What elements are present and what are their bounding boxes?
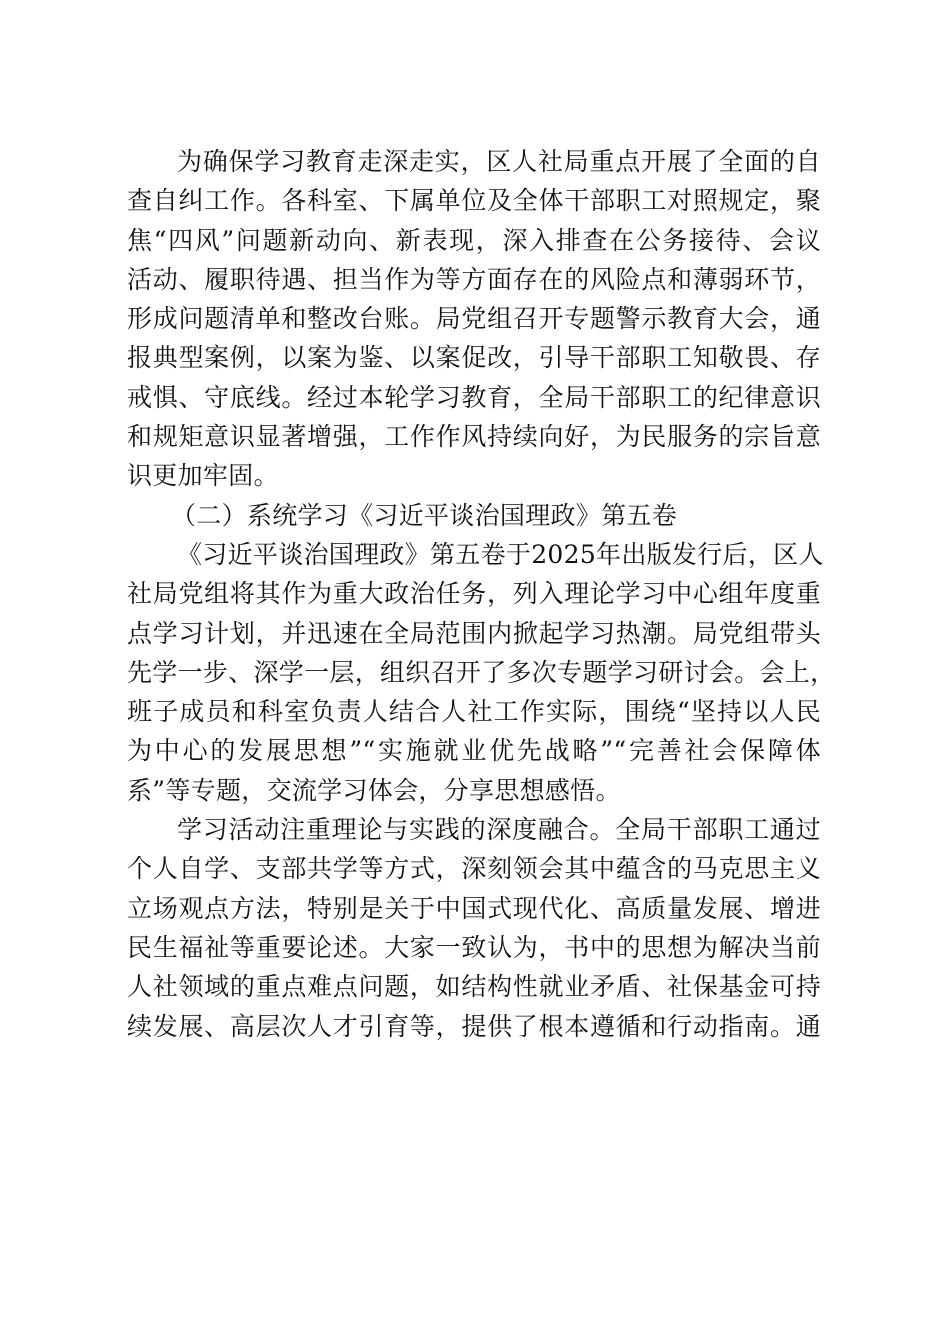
paragraph-2-line-2: 社局党组将其作为重大政治任务，列入理论学习中心组年度重: [127, 579, 821, 609]
paragraph-2-line-3: 点学习计划，并迅速在全局范围内掀起学习热潮。局党组带头: [127, 618, 821, 648]
paragraph-2-line-7: 系”等专题，交流学习体会，分享思想感悟。: [127, 775, 621, 805]
paragraph-3-line-1: 学习活动注重理论与实践的深度融合。全局干部职工通过: [177, 815, 821, 845]
paragraph-1-line-9: 识更加牢固。: [127, 461, 279, 491]
paragraph-3-line-4: 民生福祉等重要论述。大家一致认为，书中的思想为解决当前: [127, 932, 821, 962]
paragraph-2-line-6: 为中心的发展思想”“实施就业优先战略”“完善社会保障体: [127, 736, 821, 766]
paragraph-1-line-4: 活动、履职待遇、担当作为等方面存在的风险点和薄弱环节，: [127, 264, 821, 294]
paragraph-3-line-2: 个人自学、支部共学等方式，深刻领会其中蕴含的马克思主义: [127, 854, 821, 884]
paragraph-1-line-1: 为确保学习教育走深走实，区人社局重点开展了全面的自: [177, 147, 821, 176]
paragraph-1-line-3: 焦“四风”问题新动向、新表现，深入排查在公务接待、会议: [127, 225, 821, 255]
paragraph-2-line-5: 班子成员和科室负责人结合人社工作实际，围绕“坚持以人民: [127, 697, 821, 727]
paragraph-3-line-3: 立场观点方法，特别是关于中国式现代化、高质量发展、增进: [127, 893, 821, 923]
paragraph-1-line-8: 和规矩意识显著增强，工作作风持续向好，为民服务的宗旨意: [127, 422, 821, 452]
paragraph-2-line-1: 《习近平谈治国理政》第五卷于2025年出版发行后，区人: [177, 539, 824, 569]
section-heading: （二）系统学习《习近平谈治国理政》第五卷: [171, 500, 678, 530]
paragraph-1-line-6: 报典型案例，以案为鉴、以案促改，引导干部职工知敬畏、存: [127, 343, 821, 373]
paragraph-1-line-5: 形成问题清单和整改台账。局党组召开专题警示教育大会，通: [127, 304, 821, 334]
paragraph-3-line-6: 续发展、高层次人才引育等，提供了根本遵循和行动指南。通: [127, 1011, 821, 1041]
document-body: [127, 142, 836, 1046]
paragraph-3-line-5: 人社领域的重点难点问题，如结构性就业矛盾、社保基金可持: [127, 972, 821, 1002]
paragraph-2-line-4: 先学一步、深学一层，组织召开了多次专题学习研讨会。会上，: [127, 657, 836, 687]
paragraph-1-line-7: 戒惧、守底线。经过本轮学习教育，全局干部职工的纪律意识: [127, 382, 821, 412]
paragraph-1-line-2: 查自纠工作。各科室、下属单位及全体干部职工对照规定，聚: [127, 186, 821, 216]
